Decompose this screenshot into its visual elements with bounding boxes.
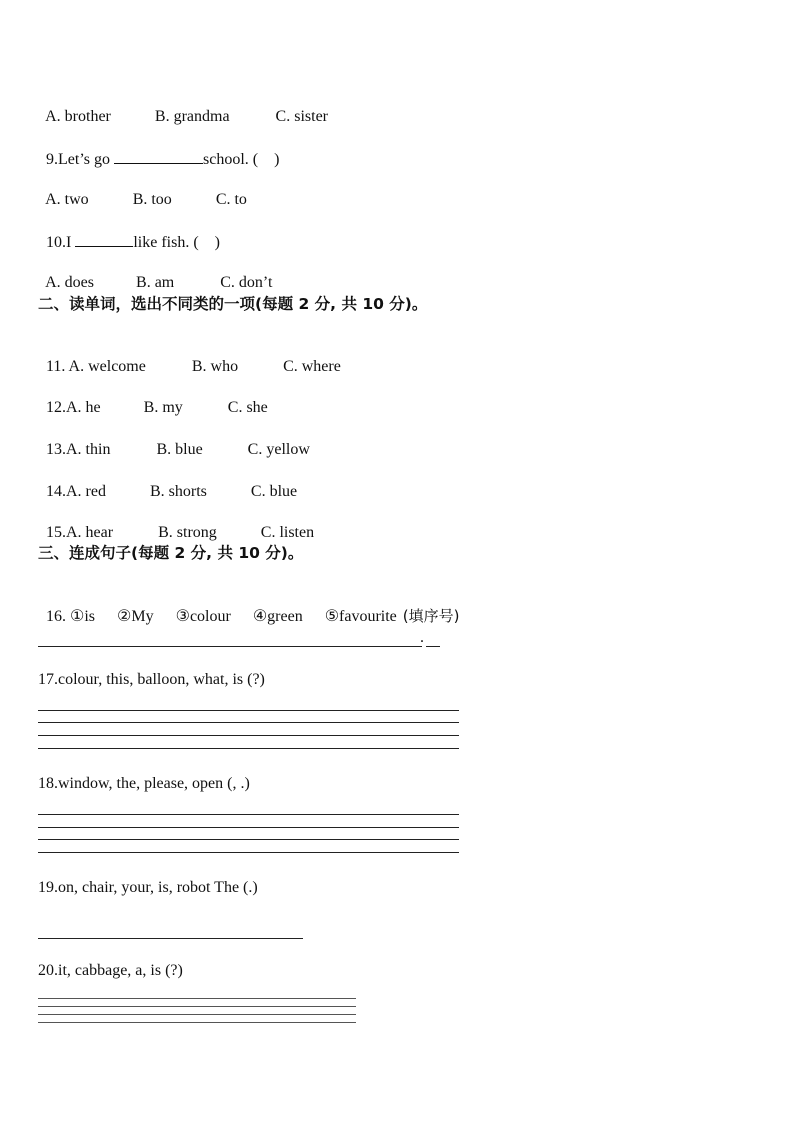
q10-option-c: C. don’t: [220, 274, 273, 291]
q12-option-a: A. he: [66, 399, 101, 416]
q9-text-post: school. ( ): [203, 151, 280, 168]
q8-option-c: C. sister: [275, 108, 328, 125]
q12-option-b: B. my: [143, 399, 183, 416]
q10-options: [38, 253, 272, 293]
q18-question: 18.window, the, please, open (, .): [38, 775, 250, 792]
q17-answer-line-2[interactable]: [38, 722, 459, 723]
q9-answer-blank[interactable]: [114, 149, 203, 164]
q16-note: (填序号): [402, 607, 460, 625]
q19-question: 19.on, chair, your, is, robot The (.): [38, 879, 258, 896]
q19-answer-line[interactable]: [38, 938, 303, 939]
q15-option-b: B. strong: [158, 524, 217, 541]
q14: [38, 462, 297, 502]
section2-title: 二、读单词，选出不同类的一项(每题 2 分, 共 10 分)。: [38, 295, 428, 313]
q17-question: 17.colour, this, balloon, what, is (?): [38, 671, 265, 688]
q9-option-a: A. two: [45, 191, 89, 208]
q16-answer-line-tail: [426, 646, 440, 647]
q20-answer-line-2[interactable]: [38, 1006, 356, 1007]
q14-option-a: A. red: [66, 483, 106, 500]
q20-answer-line-4[interactable]: [38, 1022, 356, 1023]
q20-answer-line-3[interactable]: [38, 1014, 356, 1015]
q14-option-c: C. blue: [250, 483, 298, 500]
q15-option-c: C. listen: [260, 524, 315, 541]
q16-word-3: ③colour: [175, 608, 231, 625]
q16: [38, 586, 460, 627]
q16-word-1: ①is: [70, 608, 96, 625]
q13-number: 13.: [46, 441, 66, 458]
q11-option-a: A. welcome: [68, 358, 146, 375]
q10-answer-blank[interactable]: [75, 232, 133, 247]
q10-option-b: B. am: [136, 274, 175, 291]
q15: [38, 503, 314, 543]
q17-answer-line-4[interactable]: [38, 748, 459, 749]
q16-word-5: ⑤favourite: [324, 608, 397, 625]
q9-options: [38, 170, 247, 210]
q10-option-a: A. does: [45, 274, 95, 291]
q15-number: 15.: [46, 524, 66, 541]
q14-option-b: B. shorts: [149, 483, 207, 500]
q8-option-a: A. brother: [45, 108, 111, 125]
q18-answer-line-1[interactable]: [38, 814, 459, 815]
q16-number: 16.: [46, 608, 70, 625]
q16-end-period: .: [420, 629, 424, 646]
q11-option-c: C. where: [283, 358, 341, 375]
q9-text-pre: 9.Let’s go: [46, 151, 114, 168]
q11-number: 11.: [46, 358, 69, 375]
q12-number: 12.: [46, 399, 66, 416]
q13-option-c: C. yellow: [247, 441, 310, 458]
q16-word-4: ④green: [252, 608, 303, 625]
q8-option-b: B. grandma: [154, 108, 230, 125]
q17-answer-line-3[interactable]: [38, 735, 459, 736]
q20-answer-line-1[interactable]: [38, 998, 356, 999]
q9-option-b: B. too: [132, 191, 172, 208]
q18-answer-line-4[interactable]: [38, 852, 459, 853]
q9-option-c: C. to: [215, 191, 247, 208]
q11-option-b: B. who: [191, 358, 239, 375]
q10-question: [38, 212, 220, 253]
q14-number: 14.: [46, 483, 66, 500]
q10-text-pre: 10.I: [46, 234, 76, 251]
q13: [38, 420, 310, 460]
q16-word-2: ②My: [117, 608, 154, 625]
q13-option-a: A. thin: [66, 441, 111, 458]
q16-answer-line[interactable]: [38, 646, 422, 647]
section3-title: 三、连成句子(每题 2 分, 共 10 分)。: [38, 544, 304, 562]
q15-option-a: A. hear: [66, 524, 114, 541]
q11: [38, 337, 341, 377]
q8-options: [38, 87, 328, 127]
q12: [38, 378, 268, 418]
q20-question: 20.it, cabbage, a, is (?): [38, 962, 183, 979]
q9-question: [38, 129, 279, 170]
q13-option-b: B. blue: [156, 441, 203, 458]
q10-text-post: like fish. ( ): [133, 234, 220, 251]
q17-answer-line-1[interactable]: [38, 710, 459, 711]
q12-option-c: C. she: [227, 399, 268, 416]
q18-answer-line-2[interactable]: [38, 827, 459, 828]
q18-answer-line-3[interactable]: [38, 839, 459, 840]
